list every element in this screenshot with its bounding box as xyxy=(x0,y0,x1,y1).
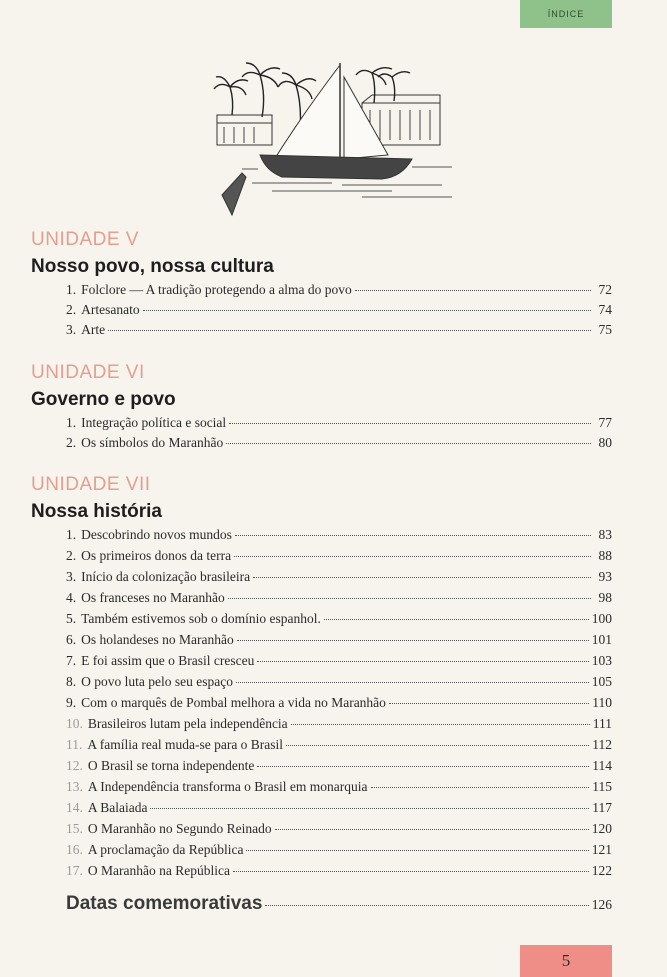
toc-title: E foi assim que o Brasil cresceu xyxy=(81,653,255,668)
unit-label: UNIDADE VI xyxy=(31,362,145,383)
toc-title: Início da colonização brasileira xyxy=(81,569,251,584)
toc-title: A proclamação da República xyxy=(87,842,244,857)
sailboat-illustration xyxy=(212,55,462,225)
dot-leader xyxy=(236,682,589,683)
toc-number: 2. xyxy=(66,548,77,563)
toc-page: 77 xyxy=(598,415,612,430)
toc-page: 83 xyxy=(598,527,612,542)
dot-leader xyxy=(235,535,591,536)
toc-title: Arte xyxy=(81,322,106,337)
toc-title: O Maranhão no Segundo Reinado xyxy=(87,821,272,836)
dot-leader xyxy=(228,598,591,599)
toc-entry[interactable] xyxy=(66,821,612,841)
small-boat xyxy=(222,173,246,215)
page-number: 5 xyxy=(520,945,612,977)
toc-entry[interactable] xyxy=(66,590,612,610)
sail-jib xyxy=(344,77,388,159)
toc-entry[interactable] xyxy=(66,302,612,322)
toc-entry[interactable] xyxy=(66,548,612,568)
toc-page: 74 xyxy=(598,302,612,317)
toc-number: 1. xyxy=(66,282,77,297)
toc-page: 88 xyxy=(598,548,612,563)
toc-number: 10. xyxy=(66,716,83,731)
dot-leader xyxy=(371,787,590,788)
sail-main xyxy=(272,65,340,165)
toc-page: 100 xyxy=(591,611,612,626)
toc-title: Os holandeses no Maranhão xyxy=(81,632,234,647)
toc-number: 9. xyxy=(66,695,77,710)
toc-entry[interactable] xyxy=(66,695,612,715)
dot-leader xyxy=(234,556,591,557)
toc-entry[interactable] xyxy=(66,322,612,342)
toc-number: 6. xyxy=(66,632,77,647)
dot-leader xyxy=(233,871,589,872)
toc-number: 12. xyxy=(66,758,83,773)
toc-entry[interactable] xyxy=(66,653,612,673)
dot-leader xyxy=(150,808,589,809)
dates-title: Datas comemorativas xyxy=(66,893,263,914)
toc-title: O Maranhão na República xyxy=(87,863,230,878)
toc-title: A Independência transforma o Brasil em monarquia xyxy=(87,779,368,794)
toc-page: 114 xyxy=(592,758,612,773)
toc-page: 72 xyxy=(598,282,612,297)
toc-title: O Brasil se torna independente xyxy=(87,758,255,773)
toc-page: 112 xyxy=(592,737,612,752)
toc-number: 5. xyxy=(66,611,77,626)
boat-hull xyxy=(260,155,412,179)
unit-label: UNIDADE VII xyxy=(31,474,151,495)
toc-page: 101 xyxy=(591,632,612,647)
toc-number: 3. xyxy=(66,569,77,584)
toc-entry[interactable] xyxy=(66,758,612,778)
dot-leader xyxy=(324,619,589,620)
toc-number: 11. xyxy=(66,737,83,752)
unit-label: UNIDADE V xyxy=(31,229,139,250)
dot-leader xyxy=(108,330,591,331)
toc-title: Os primeiros donos da terra xyxy=(81,548,232,563)
toc-entry[interactable] xyxy=(66,716,612,736)
toc-page: 120 xyxy=(591,821,612,836)
toc-number: 14. xyxy=(66,800,83,815)
toc-title: Os símbolos do Maranhão xyxy=(81,435,224,450)
toc-number: 2. xyxy=(66,302,77,317)
toc-entry[interactable] xyxy=(66,415,612,435)
dot-leader xyxy=(389,703,589,704)
toc-page: 93 xyxy=(598,569,612,584)
dot-leader xyxy=(237,640,589,641)
toc-title: Com o marquês de Pombal melhora a vida no Maranhão xyxy=(81,695,386,710)
toc-number: 16. xyxy=(66,842,83,857)
toc-page: 122 xyxy=(591,863,612,878)
toc-number: 1. xyxy=(66,527,77,542)
toc-title: A família real muda-se para o Brasil xyxy=(87,737,284,752)
dot-leader xyxy=(265,905,588,906)
dot-leader xyxy=(229,423,591,424)
toc-number: 1. xyxy=(66,415,77,430)
toc-title: O povo luta pelo seu espaço xyxy=(81,674,233,689)
dot-leader xyxy=(275,829,589,830)
unit-title: Governo e povo xyxy=(31,389,176,410)
dot-leader xyxy=(226,443,591,444)
toc-number: 7. xyxy=(66,653,77,668)
dot-leader xyxy=(246,850,588,851)
toc-page: 80 xyxy=(598,435,612,450)
toc-entry[interactable] xyxy=(66,737,612,757)
toc-entry[interactable] xyxy=(66,282,612,302)
toc-entry-dates[interactable] xyxy=(66,893,612,921)
toc-page: 110 xyxy=(592,695,612,710)
toc-page: 115 xyxy=(592,779,612,794)
dot-leader xyxy=(257,766,589,767)
toc-title: Descobrindo novos mundos xyxy=(81,527,232,542)
toc-number: 15. xyxy=(66,821,83,836)
toc-entry[interactable] xyxy=(66,435,612,455)
toc-number: 8. xyxy=(66,674,77,689)
dot-leader xyxy=(253,577,591,578)
toc-title: Também estivemos sob o domínio espanhol. xyxy=(81,611,321,626)
toc-number: 17. xyxy=(66,863,83,878)
dot-leader xyxy=(355,290,591,291)
toc-number: 4. xyxy=(66,590,77,605)
toc-page: 98 xyxy=(598,590,612,605)
toc-entry[interactable] xyxy=(66,842,612,862)
toc-title: Integração política e social xyxy=(81,415,227,430)
toc-entry[interactable] xyxy=(66,527,612,547)
toc-entry[interactable] xyxy=(66,779,612,799)
toc-page: 75 xyxy=(598,322,612,337)
dot-leader xyxy=(291,724,590,725)
toc-page: 117 xyxy=(592,800,612,815)
dot-leader xyxy=(257,661,588,662)
dot-leader xyxy=(143,310,591,311)
dot-leader xyxy=(286,745,589,746)
toc-number: 3. xyxy=(66,322,77,337)
toc-title: A Balaiada xyxy=(87,800,148,815)
toc-entry[interactable] xyxy=(66,863,612,883)
toc-number: 2. xyxy=(66,435,77,450)
toc-page: 103 xyxy=(591,653,612,668)
index-tab: ÍNDICE xyxy=(520,0,612,28)
toc-page: 105 xyxy=(591,674,612,689)
toc-entry[interactable] xyxy=(66,674,612,694)
toc-title: Artesanato xyxy=(81,302,140,317)
toc-title: Folclore — A tradição protegendo a alma do povo xyxy=(81,282,352,297)
toc-entry[interactable] xyxy=(66,569,612,589)
toc-entry[interactable] xyxy=(66,611,612,631)
unit-title: Nosso povo, nossa cultura xyxy=(31,256,274,277)
toc-page: 126 xyxy=(591,897,612,912)
toc-page: 111 xyxy=(592,716,612,731)
toc-entry[interactable] xyxy=(66,632,612,652)
toc-entry[interactable] xyxy=(66,800,612,820)
toc-title: Brasileiros lutam pela independência xyxy=(87,716,288,731)
toc-number: 13. xyxy=(66,779,83,794)
unit-title: Nossa história xyxy=(31,501,162,522)
toc-page: 121 xyxy=(591,842,612,857)
toc-title: Os franceses no Maranhão xyxy=(81,590,225,605)
